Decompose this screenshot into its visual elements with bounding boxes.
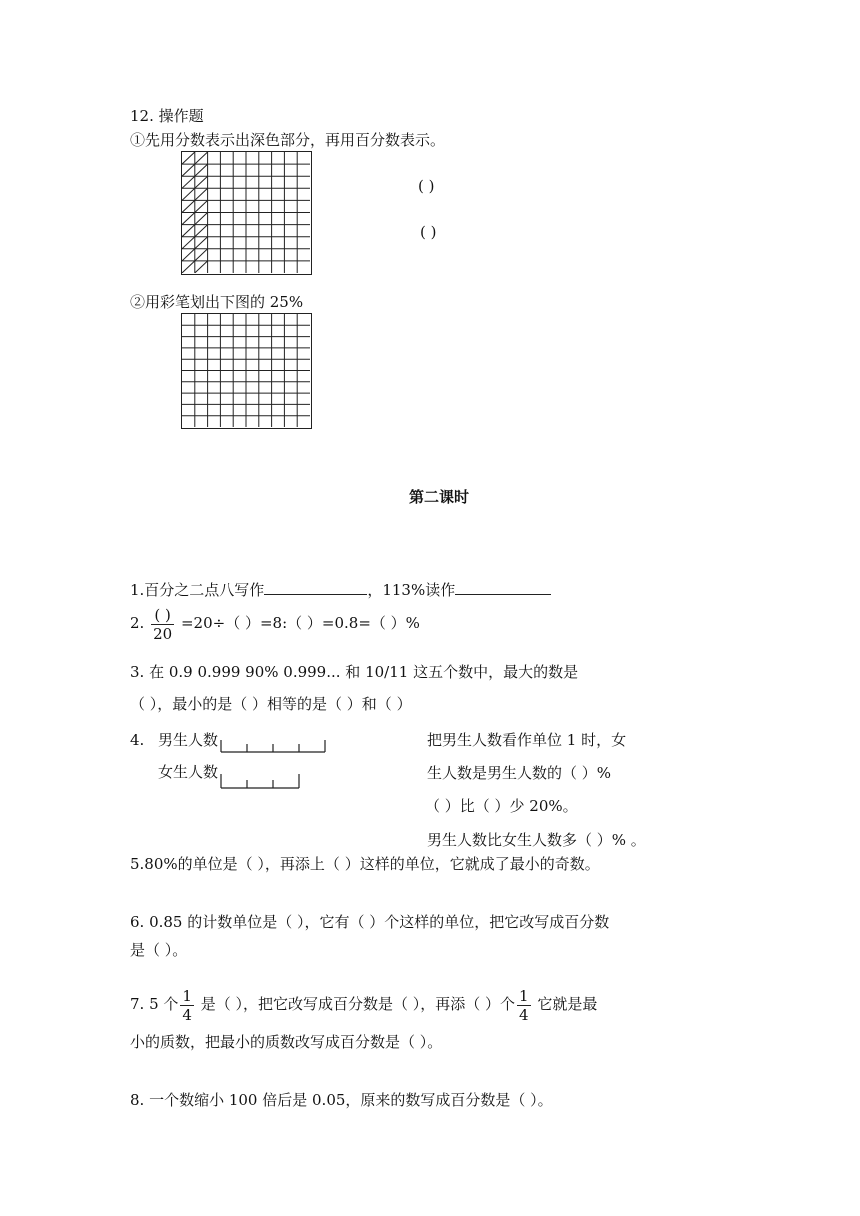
hatch-line (195, 249, 208, 261)
question-3-line2: （ ），最小的是（ ）相等的是（ ）和（ ） (130, 695, 412, 713)
fraction (180, 987, 194, 1024)
hatch-line (182, 237, 195, 249)
hatch-line (182, 213, 195, 225)
hatch-line (182, 200, 195, 212)
question-2-text: =20÷（ ）=8:（ ）=0.8=（ ）% (180, 614, 420, 632)
hatch-line (195, 225, 208, 237)
fraction-numerator: 1 (519, 986, 529, 1005)
answer-paren-percent: ( ) (420, 223, 437, 241)
question-7-line2: 小的质数，把最小的质数改写成百分数是（ ）。 (130, 1033, 443, 1051)
hatch-line (195, 152, 208, 164)
answer-blank[interactable] (264, 580, 367, 595)
hatch-line (195, 176, 208, 188)
answer-paren-fraction: ( ) (418, 177, 435, 195)
question-4-text-4: 男生人数比女生人数多（ ）% 。 (427, 831, 646, 849)
question-12-part1: ①先用分数表示出深色部分，再用百分数表示。 (130, 131, 446, 149)
fraction-denominator: 4 (519, 1005, 529, 1024)
question-5: 5.80%的单位是（ ），再添上（ ）这样的单位，它就成了最小的奇数。 (130, 855, 600, 873)
hatch-line (195, 200, 208, 212)
hatch-line (182, 164, 195, 176)
question-1-text-a: 1.百分之二点八写作 (130, 581, 265, 599)
question-7-text-b: 是（ ），把它改写成百分数是（ ），再添（ ）个 (200, 995, 516, 1013)
hatch-line (195, 213, 208, 225)
question-12-title: 12. 操作题 (130, 107, 204, 125)
question-6-line2: 是（ ）。 (130, 941, 188, 959)
fraction (151, 606, 174, 643)
fraction-numerator: 1 (182, 986, 192, 1005)
fraction (517, 987, 531, 1024)
boys-label: 男生人数 (158, 731, 219, 749)
question-7-line1 (130, 986, 597, 1024)
hatch-line (182, 188, 195, 200)
girls-label: 女生人数 (158, 763, 219, 781)
question-7-text-c: 它就是最 (537, 995, 598, 1013)
shaded-grid (181, 151, 312, 275)
fraction-denominator: 4 (182, 1005, 192, 1024)
question-2 (130, 605, 420, 643)
question-3-line1: 3. 在 0.9 0.999 90% 0.999... 和 10/11 这五个数中，最大的数是 (130, 663, 579, 681)
question-1-text-b: ，113%读作 (367, 581, 456, 599)
grid-lines (182, 152, 310, 273)
question-4-text-2: 生人数是男生人数的（ ）% (427, 764, 612, 782)
question-4-label: 4. (130, 731, 145, 749)
hatch-line (182, 152, 195, 164)
question-2-label: 2. (130, 614, 145, 632)
grid-lines (182, 314, 310, 427)
question-12-part2: ②用彩笔划出下图的 25% (130, 293, 304, 311)
hatch-line (195, 188, 208, 200)
hatch-line (195, 164, 208, 176)
blank-grid (181, 313, 312, 429)
fraction-numerator: ( ) (151, 606, 174, 625)
fraction-denominator: 20 (153, 624, 173, 643)
question-4-text-3: （ ）比（ ）少 20%。 (425, 797, 578, 815)
question-6-line1: 6. 0.85 的计数单位是（ ），它有（ ）个这样的单位，把它改写成百分数 (130, 913, 610, 931)
hatch-line (182, 261, 195, 273)
section-title: 第二课时 (409, 488, 470, 506)
hatch-line (182, 225, 195, 237)
question-1 (130, 580, 551, 600)
answer-blank[interactable] (455, 580, 551, 595)
question-7-text-a: 7. 5 个 (130, 995, 179, 1013)
hatch-line (182, 176, 195, 188)
hatch-line (182, 249, 195, 261)
question-8: 8. 一个数缩小 100 倍后是 0.05，原来的数写成百分数是（ ）。 (130, 1091, 553, 1109)
question-4-text-1: 把男生人数看作单位 1 时，女 (427, 731, 627, 749)
segment-diagram (218, 736, 330, 792)
hatch-line (195, 261, 208, 273)
hatch-line (195, 237, 208, 249)
